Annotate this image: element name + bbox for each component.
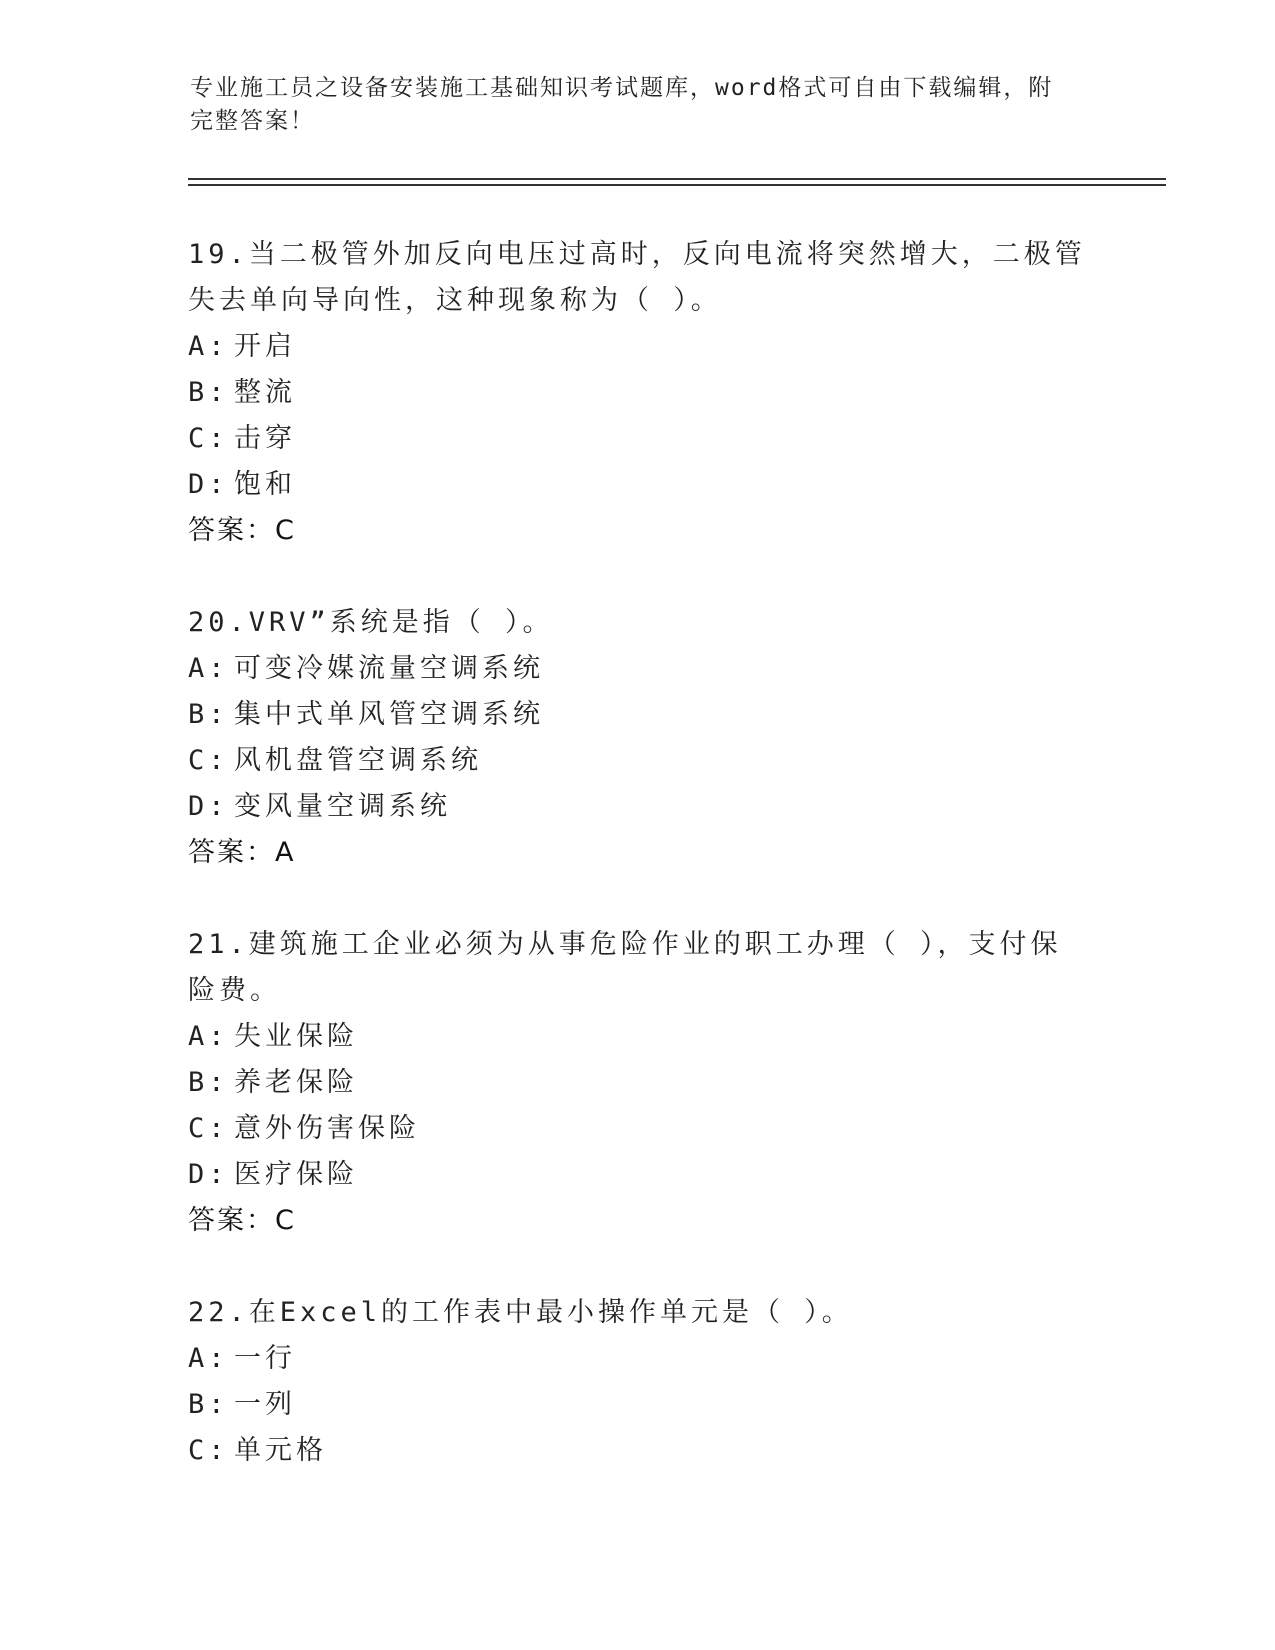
option-d bbox=[188, 784, 1088, 830]
option-text: 失业保险 bbox=[234, 1021, 358, 1052]
option-label: D: bbox=[188, 469, 229, 500]
option-text: 集中式单风管空调系统 bbox=[234, 699, 544, 730]
document-header: 专业施工员之设备安装施工基础知识考试题库，word格式可自由下载编辑，附完整答案！ bbox=[190, 75, 1054, 134]
question-stem: 22.在Excel的工作表中最小操作单元是（ ）。 bbox=[188, 1297, 853, 1328]
option-label: C: bbox=[188, 1113, 229, 1144]
option-label: C: bbox=[188, 745, 229, 776]
option-a bbox=[188, 324, 1088, 370]
option-text: 一列 bbox=[234, 1389, 296, 1420]
option-label: A: bbox=[188, 1021, 229, 1052]
option-text: 可变冷媒流量空调系统 bbox=[234, 653, 544, 684]
option-label: B: bbox=[188, 377, 229, 408]
question-21 bbox=[188, 922, 1088, 1244]
answer-line: 答案：C bbox=[188, 515, 296, 546]
option-label: A: bbox=[188, 1343, 229, 1374]
option-c bbox=[188, 1106, 1088, 1152]
question-stem: 21.建筑施工企业必须为从事危险作业的职工办理（ ），支付保险费。 bbox=[188, 929, 1062, 1006]
option-text: 单元格 bbox=[234, 1435, 327, 1466]
header-divider-top bbox=[188, 178, 1166, 180]
question-stem: 20.VRV”系统是指（ ）。 bbox=[188, 607, 554, 638]
option-label: C: bbox=[188, 423, 229, 454]
header-divider-bottom bbox=[188, 184, 1166, 186]
option-a bbox=[188, 1336, 1088, 1382]
option-label: A: bbox=[188, 653, 229, 684]
option-b bbox=[188, 1382, 1088, 1428]
option-text: 一行 bbox=[234, 1343, 296, 1374]
option-text: 开启 bbox=[234, 331, 296, 362]
question-list bbox=[188, 232, 1088, 1520]
question-stem: 19.当二极管外加反向电压过高时，反向电流将突然增大，二极管失去单向导向性，这种现象称为（ ）。 bbox=[188, 239, 1086, 316]
option-label: A: bbox=[188, 331, 229, 362]
option-label: B: bbox=[188, 1389, 229, 1420]
option-c bbox=[188, 1428, 1088, 1474]
option-label: D: bbox=[188, 791, 229, 822]
answer-line: 答案：C bbox=[188, 1205, 296, 1236]
option-b bbox=[188, 370, 1088, 416]
answer-line: 答案：A bbox=[188, 837, 296, 868]
option-label: C: bbox=[188, 1435, 229, 1466]
option-c bbox=[188, 738, 1088, 784]
option-label: B: bbox=[188, 699, 229, 730]
option-a bbox=[188, 646, 1088, 692]
option-text: 变风量空调系统 bbox=[234, 791, 451, 822]
option-c bbox=[188, 416, 1088, 462]
question-20 bbox=[188, 600, 1088, 876]
option-b bbox=[188, 1060, 1088, 1106]
option-d bbox=[188, 1152, 1088, 1198]
option-text: 击穿 bbox=[234, 423, 296, 454]
option-label: D: bbox=[188, 1159, 229, 1190]
option-text: 风机盘管空调系统 bbox=[234, 745, 482, 776]
option-d bbox=[188, 462, 1088, 508]
option-a bbox=[188, 1014, 1088, 1060]
question-22 bbox=[188, 1290, 1088, 1474]
option-text: 饱和 bbox=[234, 469, 296, 500]
option-b bbox=[188, 692, 1088, 738]
option-text: 整流 bbox=[234, 377, 296, 408]
option-label: B: bbox=[188, 1067, 229, 1098]
option-text: 意外伤害保险 bbox=[234, 1113, 420, 1144]
option-text: 养老保险 bbox=[234, 1067, 358, 1098]
question-19 bbox=[188, 232, 1088, 554]
option-text: 医疗保险 bbox=[234, 1159, 358, 1190]
